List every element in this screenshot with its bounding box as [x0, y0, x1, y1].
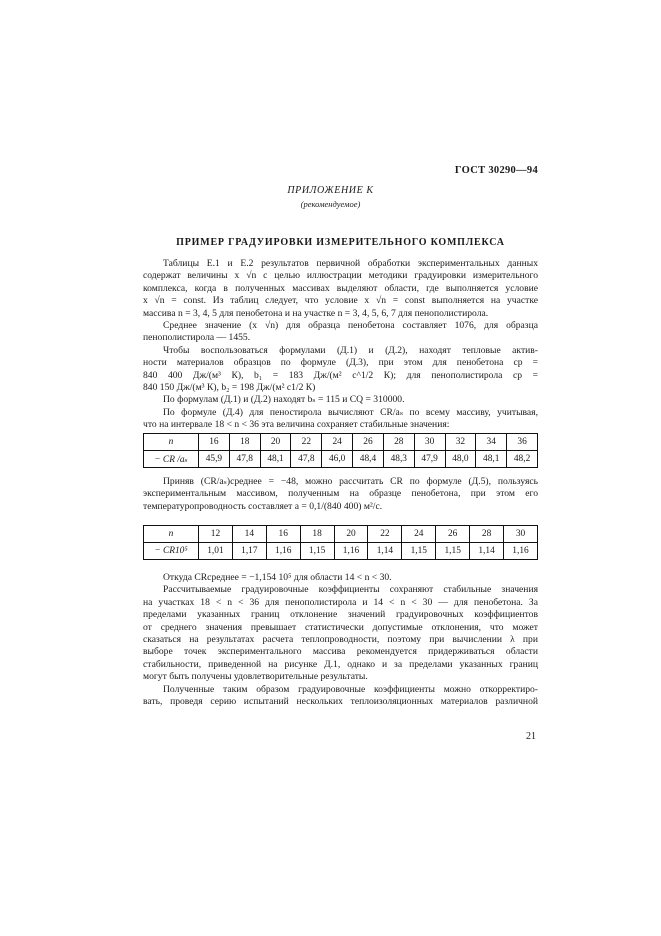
text-line: Полученные таким образом градуировочные коэффициенты можно откорректиро- [163, 683, 538, 695]
table-cell: 48,0 [445, 451, 476, 468]
text-line: содержат величины x √n с целью иллюстрации методики градуировки измерительного [143, 270, 538, 282]
table-cell: 30 [504, 526, 538, 543]
table-cell: 1,16 [266, 543, 300, 560]
paragraph-block-1 [143, 258, 538, 431]
paragraph-block-3 [143, 572, 538, 708]
table-cell: 20 [334, 526, 368, 543]
table-cell: 28 [383, 434, 414, 451]
table-cell: 24 [402, 526, 436, 543]
table-cell: 12 [199, 526, 233, 543]
text-line: пенополистирола — 1455. [143, 332, 251, 344]
text-line: Рассчитываемые градуировочные коэффициенты сохраняют стабильные значения [163, 584, 538, 596]
table-cell: 1,16 [504, 543, 538, 560]
table-cell: 26 [353, 434, 384, 451]
text-line: Чтобы воспользоваться формулами (Д.1) и (Д.2), находят тепловые актив- [163, 344, 538, 356]
table-cell: 30 [414, 434, 445, 451]
text-line: 840 400 Дж/(м³ К), b₁ = 183 Дж/(м² с^1/2 К); для пенополистирола cp = [143, 369, 538, 381]
text-line: По формулам (Д.1) и (Д.2) находят bₛ = 115 и CQ = 310000. [163, 394, 405, 406]
table-cell: 1,17 [232, 543, 266, 560]
text-line: выборе точек экспериментального массива рекомендуется придерживаться области [143, 646, 538, 658]
table-cell: 1,15 [300, 543, 334, 560]
table-cell: 46,0 [322, 451, 353, 468]
table-cell: 18 [229, 434, 260, 451]
paragraph-block-2 [143, 476, 538, 513]
text-line: пределами указанных границ отклонение значений градуировочных коэффициентов [143, 609, 538, 621]
table-header-cell: − CR10⁵ [144, 543, 199, 560]
table-cell: 1,16 [334, 543, 368, 560]
table-cell: 18 [300, 526, 334, 543]
table-cell: 34 [476, 434, 507, 451]
text-line: комплекса, когда в полученных массивах выделяют области, где выполняется условие [143, 282, 538, 294]
table-cell: 26 [436, 526, 470, 543]
table-cell: 48,3 [383, 451, 414, 468]
table-cell: 16 [199, 434, 230, 451]
table-cell: 14 [232, 526, 266, 543]
table-cell: 45,9 [199, 451, 230, 468]
table-header-cell: − CR /aₛ [144, 451, 199, 468]
table-cell: 22 [368, 526, 402, 543]
text-line: Таблицы Е.1 и Е.2 результатов первичной обработки экспериментальных данных [163, 258, 538, 269]
text-line: 840 150 Дж/(м³ К), b₂ = 198 Дж/(м² с1/2 К) [143, 381, 316, 393]
text-line: ности материалов образцов по формуле (Д.3), при этом для пенобетона cp = [143, 357, 538, 369]
table-cell: 1,01 [199, 543, 233, 560]
table-cell: 28 [470, 526, 504, 543]
table-cell: 47,8 [229, 451, 260, 468]
text-line: на участках 18 < n < 36 для пенополистирола и 14 < n < 30 — для пенобетона. За [143, 596, 538, 608]
text-line: сказаться на результатах расчета теплопроводности, поэтому при вычислении λ при [143, 633, 538, 645]
text-line: Откуда CRсреднее = −1,154 10⁵ для области 14 < n < 30. [163, 572, 392, 583]
text-line: x √n = const. Из таблиц следует, что условие x √n = const выполняется на участке [143, 295, 538, 307]
table-cell: 22 [291, 434, 322, 451]
table-cell: 36 [507, 434, 538, 451]
table-header-cell: n [144, 526, 199, 543]
text-line: вать, проведя серию испытаний нескольких теплоизоляционных материалов различной [143, 695, 538, 707]
text-line: По формуле (Д.4) для пеностирола вычисляют CR/aₛ по всему массиву, учитывая, [163, 406, 538, 418]
text-line: могут быть получены удовлетворительные результаты. [143, 671, 368, 683]
table-cell: 47,8 [291, 451, 322, 468]
standard-header: ГОСТ 30290—94 [454, 165, 538, 176]
table-cell: 48,4 [353, 451, 384, 468]
table-row [144, 451, 538, 468]
text-line: Приняв (CR/aₛ)среднее = −48, можно рассчитать CR по формуле (Д.5), пользуясь [163, 476, 538, 487]
text-line: массива n = 3, 4, 5 для пенобетона и на участке n = 3, 4, 5, 6, 7 для пенополистирола. [143, 307, 489, 319]
table-cell: 16 [266, 526, 300, 543]
table-cell: 20 [260, 434, 291, 451]
table-cell: 48,1 [260, 451, 291, 468]
table-cell: 1,14 [470, 543, 504, 560]
text-line: что на интервале 18 < n < 36 эта величина сохраняет стабильные значения: [143, 419, 450, 431]
text-line: температуропроводность составляет a = 0,1/(840 400) м²/с. [143, 500, 383, 512]
table-cell: 1,15 [436, 543, 470, 560]
appendix-title: ПРИЛОЖЕНИЕ К [287, 185, 374, 196]
table-cr-as [143, 433, 538, 468]
table-cell: 48,2 [507, 451, 538, 468]
section-title: ПРИМЕР ГРАДУИРОВКИ ИЗМЕРИТЕЛЬНОГО КОМПЛЕКСА [176, 237, 505, 248]
table-cell: 24 [322, 434, 353, 451]
appendix-subtitle: (рекомендуемое) [300, 199, 361, 209]
table-cell: 1,15 [402, 543, 436, 560]
table-row [144, 434, 538, 451]
table-cr [143, 525, 538, 560]
table-row [144, 526, 538, 543]
page-number: 21 [526, 731, 536, 742]
table-row [144, 543, 538, 560]
table-cell: 47,9 [414, 451, 445, 468]
table-cell: 48,1 [476, 451, 507, 468]
text-line: экспериментальным массивом, полученным на образце пенобетона, при этом его [143, 488, 538, 500]
text-line: Среднее значение (x √n) для образца пенобетона составляет 1076, для образца [163, 319, 538, 331]
table-header-cell: n [144, 434, 199, 451]
text-line: от среднего значения превышает статистически допустимые отклонения, что может [143, 621, 538, 633]
text-line: стабильности, приведенной на рисунке Д.1, однако и за пределами указанных границ [143, 658, 538, 670]
table-cell: 1,14 [368, 543, 402, 560]
table-cell: 32 [445, 434, 476, 451]
